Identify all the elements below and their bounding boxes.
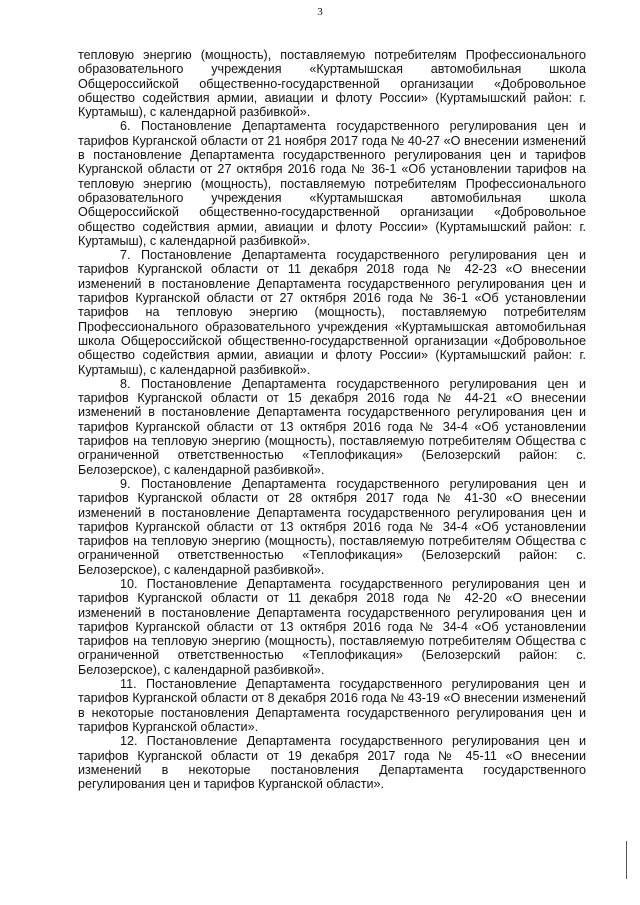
paragraph-item-12: 12. Постановление Департамента государственного регулирования цен и тарифов Курганской области от 19 декабря 2017 года № 45-11 «О внесении изменений в некоторые постановления Департамента государственного регулирования цен и тарифов Курганской области».: [78, 734, 586, 792]
paragraph-item-9: 9. Постановление Департамента государственного регулирования цен и тарифов Курганской области от 28 октября 2017 года № 41-30 «О внесении изменений в постановление Департамента государственного регулирования цен и тарифов Курганской области от 13 октября 2016 года № 34-4 «Об установлении тарифов на тепловую энергию (мощность), поставляемую потребителям Общества с ограниченной ответственностью «Теплофикация» (Белозерский район: с. Белозерское), с календарной разбивкой».: [78, 476, 586, 577]
document-body: [78, 48, 586, 791]
paragraph-item-6: 6. Постановление Департамента государственного регулирования цен и тарифов Курганской области от 21 ноября 2017 года № 40-27 «О внесении изменений в постановление Департамента государственного регулирования цен и тарифов Курганской области от 27 октября 2016 года № 36-1 «Об установлении тарифов на тепловую энергию (мощность), поставляемую потребителям Профессионального образовательного учреждения «Куртамышская автомобильная школа Общероссийской общественно-государственной организации «Добровольное общество содействия армии, авиации и флоту России» (Куртамышский район: г. Куртамыш), с календарной разбивкой».: [78, 119, 586, 248]
page-number: 3: [317, 6, 323, 18]
paragraph-item-10: 10. Постановление Департамента государственного регулирования цен и тарифов Курганской области от 11 декабря 2018 года № 42-20 «О внесении изменений в постановление Департамента государственного регулирования цен и тарифов Курганской области от 13 октября 2016 года № 34-4 «Об установлении тарифов на тепловую энергию (мощность), поставляемую потребителям Общества с ограниченной ответственностью «Теплофикация» (Белозерский район: с. Белозерское), с календарной разбивкой».: [78, 576, 586, 677]
paragraph-continuation: тепловую энергию (мощность), поставляемую потребителям Профессионального образовательного учреждения «Куртамышская автомобильная школа Общероссийской общественно-государственной организации «Добровольное общество содействия армии, авиации и флоту России» (Куртамышский район: г. Куртамыш), с календарной разбивкой».: [78, 48, 586, 120]
paragraph-item-7: 7. Постановление Департамента государственного регулирования цен и тарифов Курганской области от 11 декабря 2018 года № 42-23 «О внесении изменений в постановление Департамента государственного регулирования цен и тарифов Курганской области от 27 октября 2016 года № 36-1 «Об установлении тарифов на тепловую энергию (мощность), поставляемую потребителям Профессионального образовательного учреждения «Куртамышская автомобильная школа Общероссийской общественно-государственной организации «Добровольное общество содействия армии, авиации и флоту России» (Куртамышский район: г. Куртамыш), с календарной разбивкой».: [78, 248, 586, 377]
paragraph-item-11: 11. Постановление Департамента государственного регулирования цен и тарифов Курганской области от 8 декабря 2016 года № 43-19 «О внесении изменений в некоторые постановления Департамента государственного регулирования цен и тарифов Курганской области».: [78, 677, 586, 734]
scan-edge-mark: [626, 841, 627, 879]
paragraph-item-8: 8. Постановление Департамента государственного регулирования цен и тарифов Курганской области от 15 декабря 2016 года № 44-21 «О внесении изменений в постановление Департамента государственного регулирования цен и тарифов Курганской области от 13 октября 2016 года № 34-4 «Об установлении тарифов на тепловую энергию (мощность), поставляемую потребителям Общества с ограниченной ответственностью «Теплофикация» (Белозерский район: с. Белозерское), с календарной разбивкой».: [78, 376, 586, 477]
